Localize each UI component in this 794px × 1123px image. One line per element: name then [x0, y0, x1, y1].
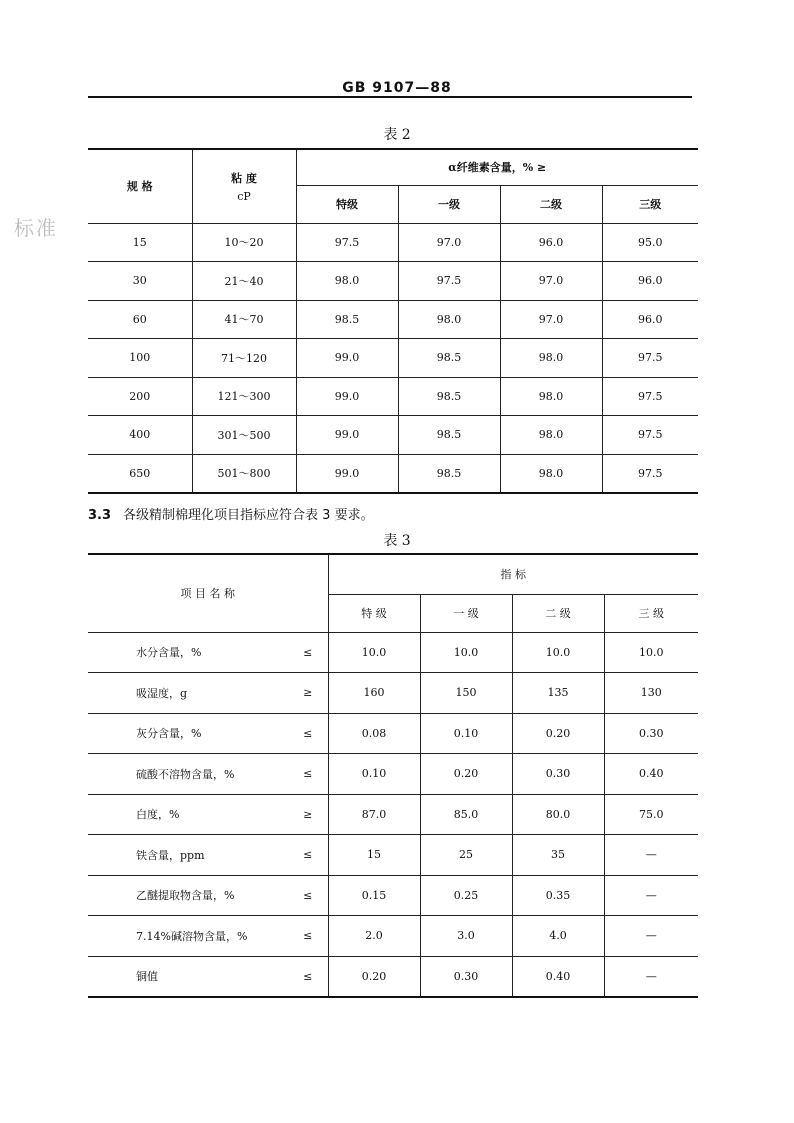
table3-cell-sign: ≥ [288, 794, 328, 835]
table2-row [88, 377, 698, 416]
table3-row [88, 916, 698, 957]
table2-cell-value: 98.0 [398, 300, 500, 339]
table3-cell-value: 10.0 [512, 632, 604, 673]
table2-cell-value: 98.0 [296, 262, 398, 301]
table3-grade-2: 二 级 [512, 594, 604, 632]
header-rule [88, 96, 692, 98]
table3-cell-value: 10.0 [328, 632, 420, 673]
table3-cell-item-name: 水分含量，% [88, 632, 288, 673]
table3-cell-value: 0.40 [604, 754, 698, 795]
table2-cell-spec: 100 [88, 339, 192, 378]
table2-cell-value: 99.0 [296, 377, 398, 416]
table2-row [88, 416, 698, 455]
table3-cell-value: 4.0 [512, 916, 604, 957]
table2-cell-value: 97.5 [602, 377, 698, 416]
table3-cell-value: 0.08 [328, 713, 420, 754]
table2-cell-viscosity: 71～120 [192, 339, 296, 378]
table3-cell-sign: ≤ [288, 754, 328, 795]
table2-grade-2: 二级 [500, 185, 602, 223]
table2-header-viscosity-unit: cP [237, 189, 251, 203]
table3-cell-value: 0.30 [604, 713, 698, 754]
table3-cell-value: 25 [420, 835, 512, 876]
table2-cell-spec: 30 [88, 262, 192, 301]
table2-cell-value: 98.0 [500, 416, 602, 455]
table3-cell-item-name: 灰分含量，% [88, 713, 288, 754]
table3-cell-item-name: 吸湿度，g [88, 673, 288, 714]
table3-header-item: 项 目 名 称 [88, 554, 328, 632]
table2-cell-spec: 15 [88, 223, 192, 262]
table2-cell-value: 98.0 [500, 454, 602, 493]
table3-cell-value: 87.0 [328, 794, 420, 835]
table3-cell-item-name: 铜值 [88, 956, 288, 997]
table3-cell-value: 35 [512, 835, 604, 876]
table2-cell-value: 97.0 [500, 262, 602, 301]
table3-cell-item-name: 白度，% [88, 794, 288, 835]
table2-cell-value: 96.0 [602, 262, 698, 301]
watermark: 标准 [14, 216, 58, 240]
table2-cell-value: 97.5 [602, 416, 698, 455]
table3-cell-sign: ≤ [288, 875, 328, 916]
table3-cell-value: 0.30 [512, 754, 604, 795]
table2-cell-viscosity: 121～300 [192, 377, 296, 416]
table3-cell-item-name: 硫酸不溶物含量，% [88, 754, 288, 795]
table2-cell-value: 98.0 [500, 339, 602, 378]
table2-cell-value: 98.5 [398, 339, 500, 378]
table3-grade-3: 三 级 [604, 594, 698, 632]
table2-row [88, 300, 698, 339]
table3-row [88, 794, 698, 835]
table2-cell-value: 98.5 [398, 454, 500, 493]
table2-header-alpha: α纤维素含量，% ≥ [296, 149, 698, 185]
table3-cell-value: 80.0 [512, 794, 604, 835]
table3-row [88, 673, 698, 714]
table3-cell-value: 10.0 [604, 632, 698, 673]
table3-cell-value: 15 [328, 835, 420, 876]
table2-cell-value: 99.0 [296, 454, 398, 493]
table2-cell-value: 97.0 [398, 223, 500, 262]
standard-number: GB 9107—88 [342, 80, 452, 96]
table2 [88, 148, 698, 494]
table3-cell-sign: ≤ [288, 632, 328, 673]
table3-cell-item-name: 7.14%碱溶物含量，% [88, 916, 288, 957]
table3-row [88, 632, 698, 673]
table3-cell-value: 160 [328, 673, 420, 714]
table2-cell-viscosity: 41～70 [192, 300, 296, 339]
table3-row [88, 754, 698, 795]
table3-cell-value: 2.0 [328, 916, 420, 957]
table2-cell-value: 97.5 [602, 454, 698, 493]
table3-cell-sign: ≤ [288, 956, 328, 997]
table2-row [88, 454, 698, 493]
table3-cell-value: 0.35 [512, 875, 604, 916]
table3-cell-value: — [604, 835, 698, 876]
table3-cell-value: 0.40 [512, 956, 604, 997]
section-text: 各级精制棉理化项目指标应符合表 3 要求。 [123, 508, 374, 523]
table3-cell-value: — [604, 956, 698, 997]
table2-cell-spec: 400 [88, 416, 192, 455]
table3-cell-value: — [604, 875, 698, 916]
table2-header-viscosity [192, 149, 296, 223]
table2-row [88, 223, 698, 262]
table2-cell-spec: 650 [88, 454, 192, 493]
table2-header-viscosity-label: 粘 度 [231, 171, 257, 185]
table3-cell-value: 3.0 [420, 916, 512, 957]
table2-cell-value: 97.5 [602, 339, 698, 378]
table3-cell-value: — [604, 916, 698, 957]
table3-cell-value: 0.20 [420, 754, 512, 795]
table3-row [88, 956, 698, 997]
table2-cell-value: 98.5 [296, 300, 398, 339]
table3-cell-value: 0.10 [420, 713, 512, 754]
table3-grade-0: 特 级 [328, 594, 420, 632]
table3-cell-value: 0.15 [328, 875, 420, 916]
table2-cell-value: 98.5 [398, 416, 500, 455]
section-number: 3.3 [88, 508, 112, 523]
table3-cell-value: 10.0 [420, 632, 512, 673]
table2-row [88, 262, 698, 301]
table2-cell-value: 99.0 [296, 416, 398, 455]
table2-cell-viscosity: 21～40 [192, 262, 296, 301]
table3-cell-value: 0.10 [328, 754, 420, 795]
table3-cell-value: 75.0 [604, 794, 698, 835]
table2-cell-value: 97.5 [296, 223, 398, 262]
table3-row [88, 875, 698, 916]
table2-cell-viscosity: 10～20 [192, 223, 296, 262]
table2-cell-viscosity: 501～800 [192, 454, 296, 493]
table2-grade-3: 三级 [602, 185, 698, 223]
table3-cell-sign: ≥ [288, 673, 328, 714]
table2-cell-value: 97.0 [500, 300, 602, 339]
table3-cell-sign: ≤ [288, 835, 328, 876]
table2-cell-spec: 200 [88, 377, 192, 416]
table3 [88, 553, 698, 998]
table3-cell-value: 130 [604, 673, 698, 714]
table3-cell-value: 85.0 [420, 794, 512, 835]
table2-cell-value: 99.0 [296, 339, 398, 378]
table2-header-spec: 规 格 [88, 149, 192, 223]
table2-cell-value: 96.0 [500, 223, 602, 262]
table2-cell-spec: 60 [88, 300, 192, 339]
table3-cell-value: 0.20 [328, 956, 420, 997]
table3-caption: 表 3 [383, 533, 411, 549]
table3-cell-value: 150 [420, 673, 512, 714]
table2-cell-value: 98.0 [500, 377, 602, 416]
table3-cell-value: 0.30 [420, 956, 512, 997]
table3-row [88, 713, 698, 754]
table2-cell-value: 95.0 [602, 223, 698, 262]
table3-cell-value: 0.20 [512, 713, 604, 754]
table3-cell-sign: ≤ [288, 713, 328, 754]
table3-grade-1: 一 级 [420, 594, 512, 632]
table2-grade-0: 特级 [296, 185, 398, 223]
table3-cell-value: 135 [512, 673, 604, 714]
table2-grade-1: 一级 [398, 185, 500, 223]
table3-header-index: 指 标 [328, 554, 698, 594]
table2-caption: 表 2 [383, 127, 411, 143]
table2-row [88, 339, 698, 378]
table2-cell-value: 97.5 [398, 262, 500, 301]
table3-row [88, 835, 698, 876]
table3-cell-value: 0.25 [420, 875, 512, 916]
table3-cell-item-name: 乙醚提取物含量，% [88, 875, 288, 916]
table3-cell-item-name: 铁含量，ppm [88, 835, 288, 876]
table2-cell-value: 96.0 [602, 300, 698, 339]
table2-cell-value: 98.5 [398, 377, 500, 416]
table3-cell-sign: ≤ [288, 916, 328, 957]
section-3-3 [88, 504, 374, 523]
table2-cell-viscosity: 301～500 [192, 416, 296, 455]
